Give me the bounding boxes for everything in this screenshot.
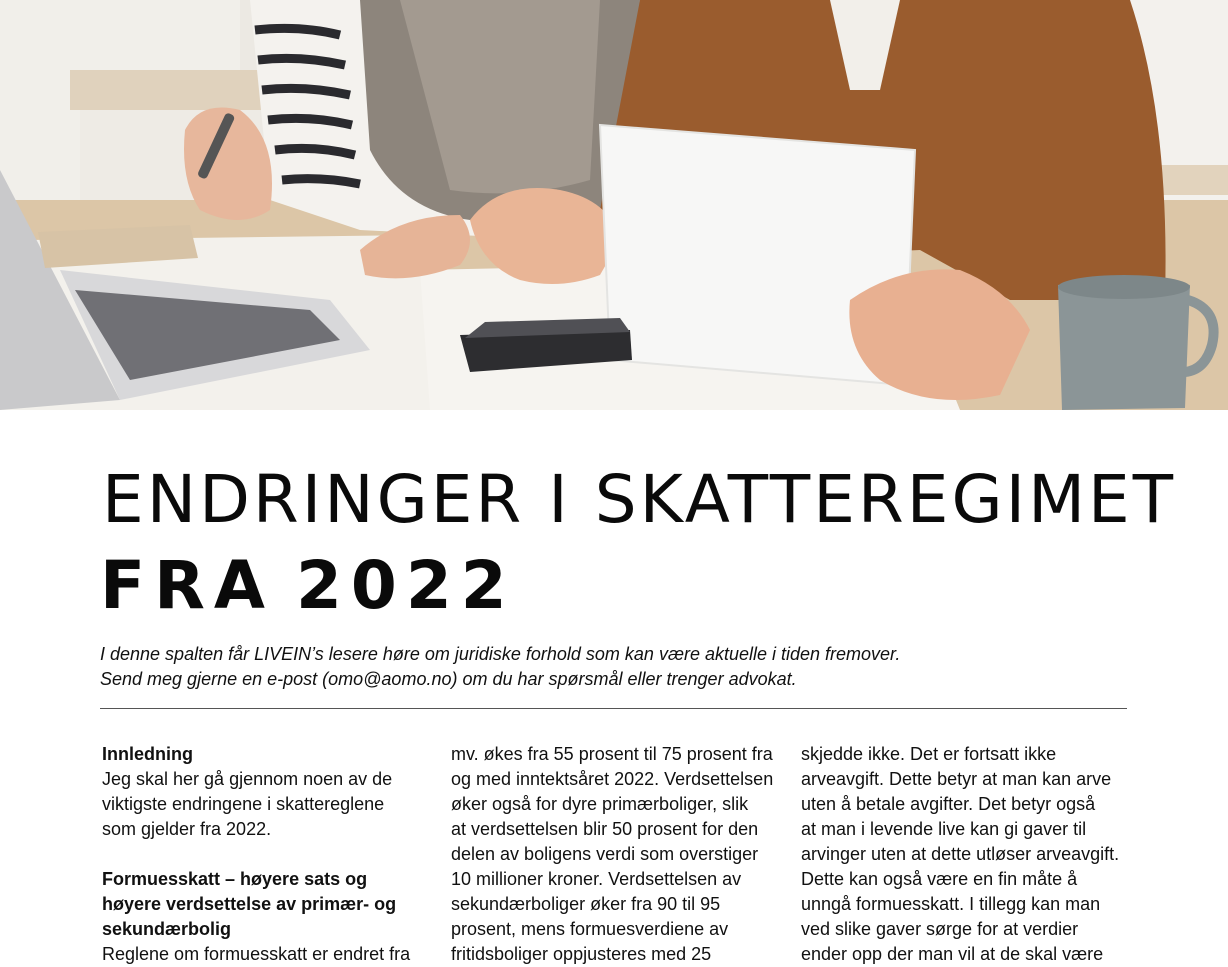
body-line: prosent, mens formuesverdiene av (451, 919, 729, 939)
header-photo (0, 0, 1228, 410)
body-line: skjedde ikke. Det er fortsatt ikke (801, 744, 1057, 764)
section-heading-formuesskatt: Formuesskatt – høyere sats og (102, 869, 368, 889)
body-line: ved slike gaver sørge for at verdier (801, 919, 1079, 939)
body-line: delen av boligens verdi som overstiger (451, 844, 759, 864)
body-line: Jeg skal her gå gjennom noen av de (102, 769, 393, 789)
body-line: arvinger uten at dette utløser arveavgift. (801, 844, 1120, 864)
intro-line-2: Send meg gjerne en e-post (omo@aomo.no) om du har spørsmål eller trenger advokat. (100, 669, 797, 689)
body-line: mv. økes fra 55 prosent til 75 prosent fra (451, 744, 773, 764)
article-column-2 (451, 742, 781, 967)
intro-line-1: I denne spalten får LIVEIN’s lesere høre om juridiske forhold som kan være aktuelle i tiden fremover. (100, 644, 901, 664)
body-line: arveavgift. Dette betyr at man kan arve (801, 769, 1112, 789)
body-line: fritidsboliger oppjusteres med 25 (451, 944, 712, 964)
body-line: at verdsettelsen blir 50 prosent for den (451, 819, 759, 839)
section-heading-formuesskatt: høyere verdsettelse av primær- og (102, 894, 397, 914)
article-intro (100, 642, 1130, 692)
title-word-fra: FRA (100, 547, 274, 624)
article-title-line2 (100, 546, 516, 626)
title-year: 2022 (296, 547, 516, 624)
body-line: unngå formuesskatt. I tillegg kan man (801, 894, 1101, 914)
article-column-3 (801, 742, 1131, 967)
body-line: Dette kan også være en fin måte å (801, 869, 1078, 889)
section-heading-innledning: Innledning (102, 744, 193, 764)
body-line: at man i levende live kan gi gaver til (801, 819, 1087, 839)
divider (100, 708, 1127, 709)
photo-couple-reviewing-tax-papers-icon (0, 0, 1228, 410)
body-line: 10 millioner kroner. Verdsettelsen av (451, 869, 742, 889)
body-line: uten å betale avgifter. Det betyr også (801, 794, 1096, 814)
body-line: Reglene om formuesskatt er endret fra (102, 944, 411, 964)
body-line: sekundærboliger øker fra 90 til 95 (451, 894, 721, 914)
article-column-1 (102, 742, 432, 967)
body-line: øker også for dyre primærboliger, slik (451, 794, 749, 814)
article-title-line1: ENDRINGER I SKATTEREGIMET (102, 461, 1177, 538)
section-heading-formuesskatt: sekundærbolig (102, 919, 232, 939)
body-line: som gjelder fra 2022. (102, 819, 272, 839)
body-line: og med inntektsåret 2022. Verdsettelsen (451, 769, 774, 789)
body-line: ender opp der man vil at de skal være (801, 944, 1104, 964)
body-line: viktigste endringene i skattereglene (102, 794, 385, 814)
